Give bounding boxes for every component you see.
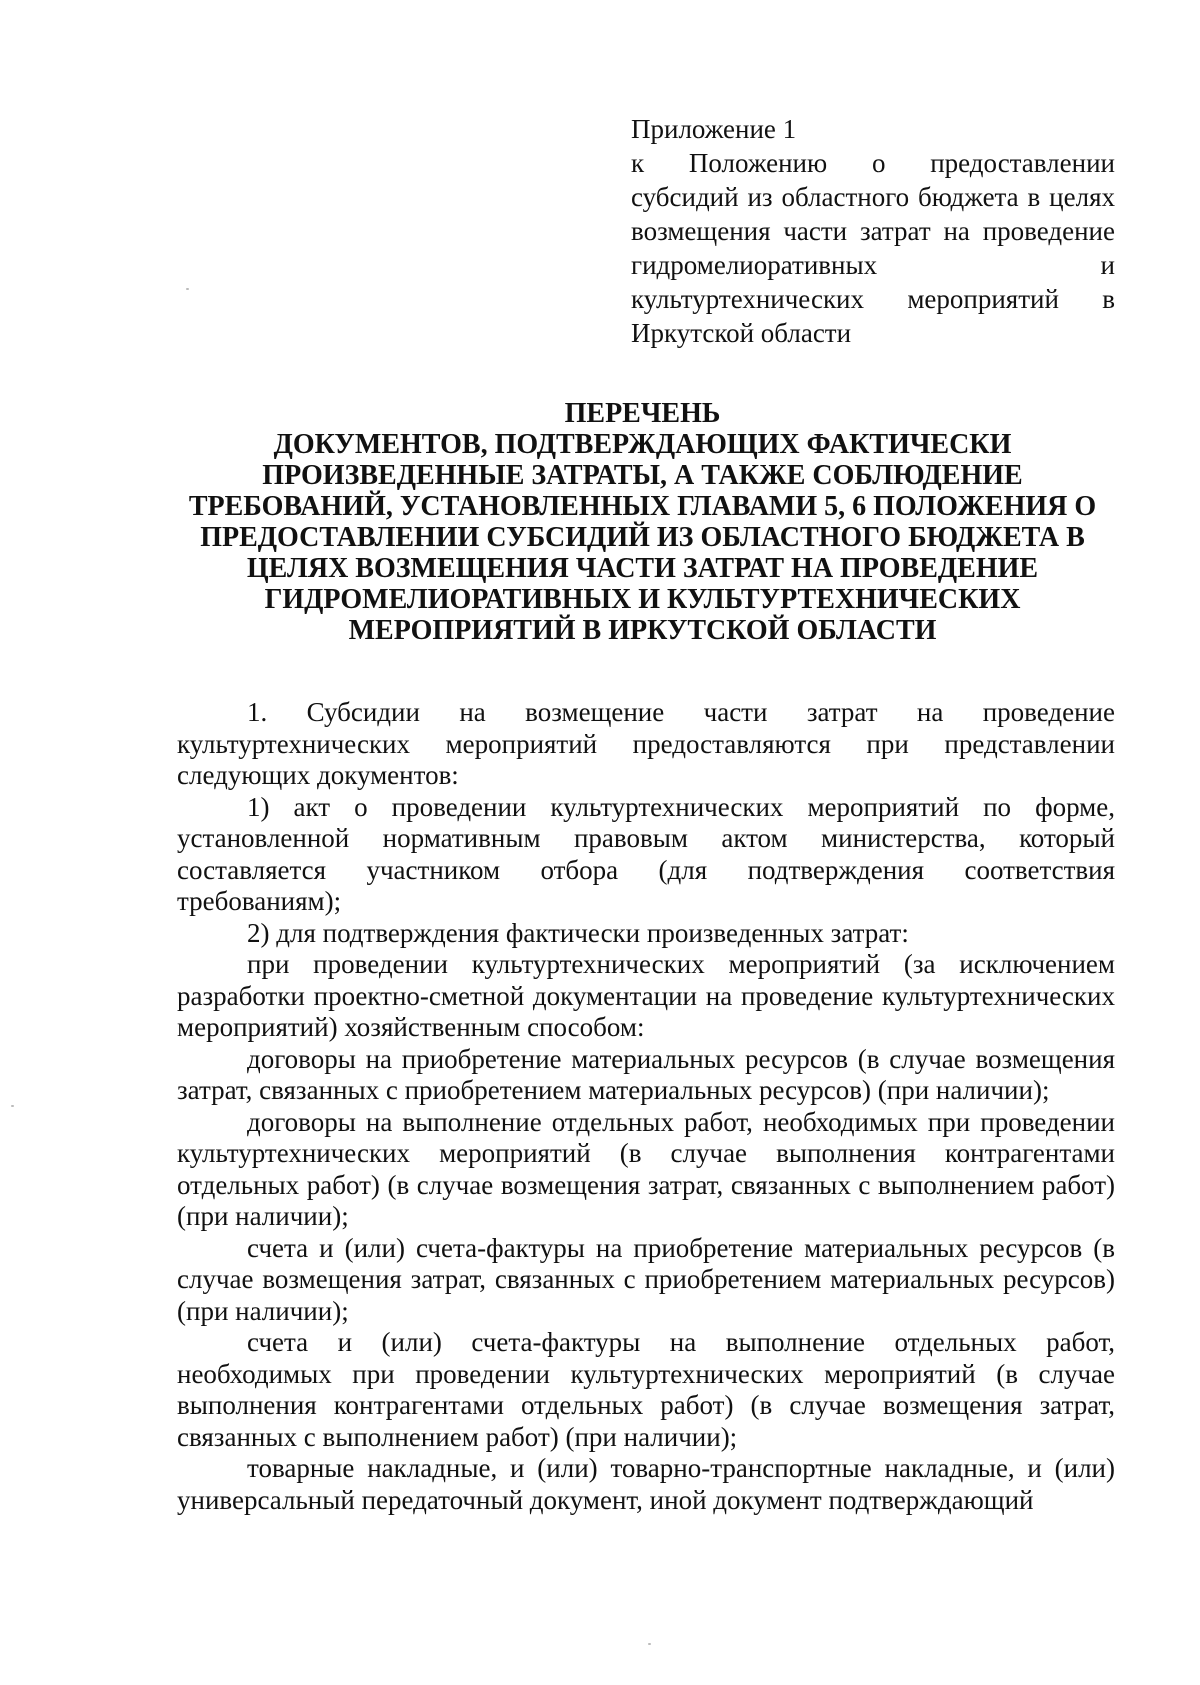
document-title (170, 398, 1115, 646)
paragraph: 2) для подтверждения фактически произведенных затрат: (247, 917, 909, 948)
paragraph: 1. Субсидии на возмещение части затрат на проведение культуртехнических мероприятий предоставляются при представлении следующих документов: (177, 697, 1115, 790)
title-line: ГИДРОМЕЛИОРАТИВНЫХ И КУЛЬТУРТЕХНИЧЕСКИХ (264, 584, 1021, 615)
paragraph: договоры на приобретение материальных ресурсов (в случае возмещения затрат, связанных с приобретением материальных ресурсов) (при наличии); (177, 1043, 1115, 1105)
scan-speck (648, 1643, 651, 1645)
appendix-block (631, 112, 1115, 350)
title-line: ПРОИЗВЕДЕННЫЕ ЗАТРАТЫ, А ТАКЖЕ СОБЛЮДЕНИЕ (262, 460, 1023, 491)
paragraph: при проведении культуртехнических мероприятий (за исключением разработки проектно-сметной документации на проведение культуртехнических мероприятий) хозяйственным способом: (177, 949, 1115, 1042)
document-body (177, 697, 1115, 1516)
paragraph: счета и (или) счета-фактуры на выполнение отдельных работ, необходимых при проведении культуртехнических мероприятий (в случае выполнения контрагентами отдельных работ) (в случае возмещения затрат, связанных с выполнением работ) (при наличии); (177, 1327, 1115, 1452)
appendix-label: Приложение 1 (631, 114, 797, 144)
scan-speck (11, 1105, 14, 1107)
title-line: ТРЕБОВАНИЙ, УСТАНОВЛЕННЫХ ГЛАВАМИ 5, 6 ПОЛОЖЕНИЯ О (188, 491, 1097, 522)
paragraph: счета и (или) счета-фактуры на приобретение материальных ресурсов (в случае возмещения затрат, связанных с приобретением материальных ресурсов) (при наличии); (177, 1232, 1115, 1326)
title-line: ЦЕЛЯХ ВОЗМЕЩЕНИЯ ЧАСТИ ЗАТРАТ НА ПРОВЕДЕНИЕ (246, 553, 1039, 584)
title-line: МЕРОПРИЯТИЙ В ИРКУТСКОЙ ОБЛАСТИ (348, 615, 937, 646)
title-line: ПЕРЕЧЕНЬ (564, 398, 721, 429)
title-line: ДОКУМЕНТОВ, ПОДТВЕРЖДАЮЩИХ ФАКТИЧЕСКИ (273, 429, 1012, 460)
scan-speck (186, 288, 189, 290)
appendix-text: к Положению о предоставлении субсидий из областного бюджета в целях возмещения части затрат на проведение гидромелиоративных и культуртехнических мероприятий в Иркутской области (631, 148, 1115, 348)
paragraph: договоры на выполнение отдельных работ, необходимых при проведении культуртехнических мероприятий (в случае выполнения контрагентами отдельных работ) (в случае возмещения затрат, связанных с выполнением работ) (при наличии); (177, 1106, 1115, 1231)
paragraph: товарные накладные, и (или) товарно-транспортные накладные, и (или) универсальный передаточный документ, иной документ подтверждающий (177, 1453, 1115, 1515)
paragraph: 1) акт о проведении культуртехнических мероприятий по форме, установленной нормативным правовым актом министерства, который составляется участником отбора (для подтверждения соответствия требованиям); (177, 791, 1115, 916)
title-line: ПРЕДОСТАВЛЕНИИ СУБСИДИЙ ИЗ ОБЛАСТНОГО БЮДЖЕТА В (200, 522, 1085, 553)
